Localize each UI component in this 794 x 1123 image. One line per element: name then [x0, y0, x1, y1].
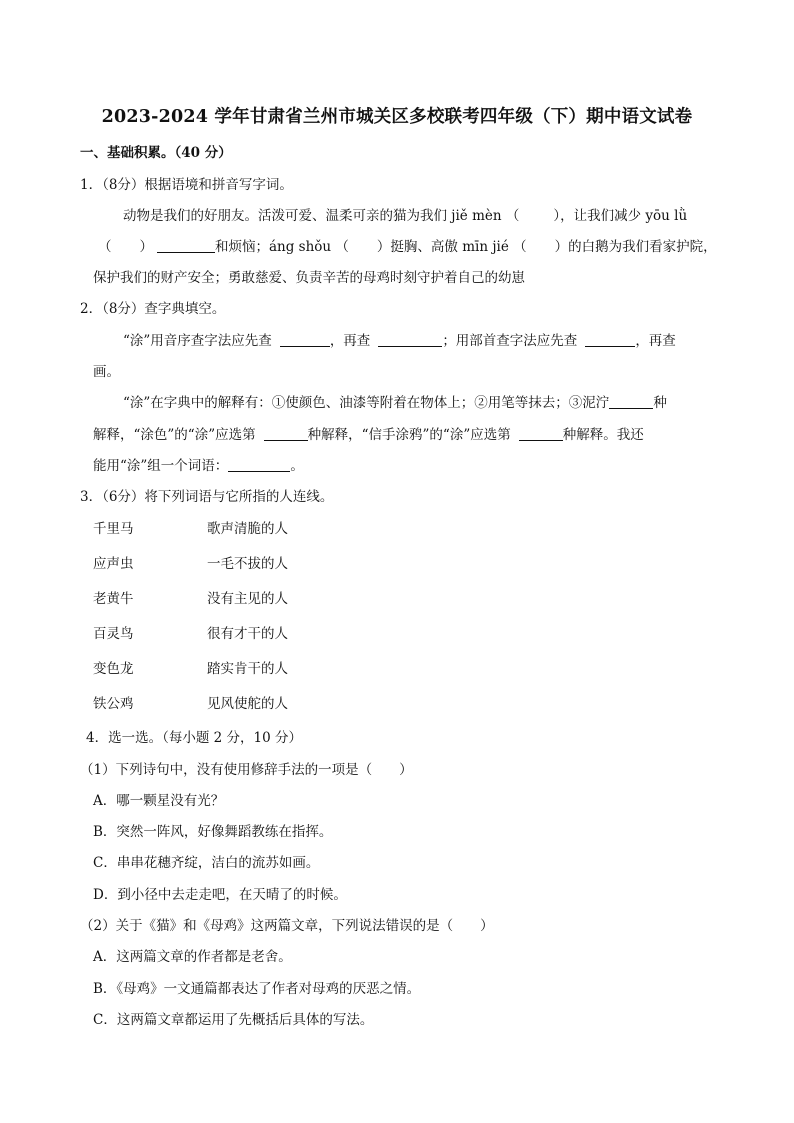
q2-text: ，再查 — [329, 333, 371, 349]
match-right-item[interactable]: 一毛不拔的人 — [207, 556, 288, 572]
q2-text: “涂”在字典中的解释有：①使颜色、油漆等附着在物体上；②用笔等抹去；③泥泞 — [123, 395, 610, 411]
match-right-item[interactable]: 没有主见的人 — [207, 591, 288, 607]
q2-text: 种解释，“信手涂鸦”的“涂”应选第 — [307, 427, 511, 443]
match-right-item[interactable]: 见风使舵的人 — [207, 696, 288, 712]
question-2-line-3 — [123, 394, 667, 412]
question-3-header: 3．（6分）将下列词语与它所指的人连线。 — [80, 489, 334, 505]
match-left-item[interactable]: 应声虫 — [93, 556, 134, 572]
answer-blank[interactable] — [264, 426, 308, 441]
answer-blank[interactable] — [157, 238, 215, 253]
question-2-header: 2．（8分）查字典填空。 — [80, 301, 226, 317]
question-1-line-3: 保护我们的财产安全；勇敢慈爱、负责辛苦的母鸡时刻守护着自己的幼崽 — [93, 270, 525, 286]
question-1-line-1 — [123, 207, 687, 225]
question-2-line-4 — [93, 426, 644, 444]
answer-blank[interactable] — [378, 332, 442, 347]
q1-text: ）挺胸、高傲 mīn jié （ — [376, 239, 527, 255]
q1-text: ）的白鹅为我们看家护院， — [554, 239, 717, 255]
answer-blank[interactable] — [228, 457, 290, 472]
answer-blank[interactable] — [585, 332, 635, 347]
match-right-item[interactable]: 歌声清脆的人 — [207, 521, 288, 537]
match-right-item[interactable]: 踏实肯干的人 — [207, 661, 288, 677]
option-c[interactable]: C．这两篇文章都运用了先概括后具体的写法。 — [93, 1012, 374, 1028]
option-a[interactable]: A．这两篇文章的作者都是老舍。 — [93, 949, 292, 965]
q2-text: ，再查 — [635, 333, 676, 349]
match-left-item[interactable]: 铁公鸡 — [93, 696, 134, 712]
q2-text: 种 — [653, 395, 667, 411]
answer-blank[interactable] — [609, 394, 653, 409]
question-4-header: 4．选一选。（每小题 2 分，10 分） — [86, 730, 302, 746]
match-left-item[interactable]: 老黄牛 — [93, 591, 134, 607]
match-right-item[interactable]: 很有才干的人 — [207, 626, 288, 642]
question-4-sub-1: （1）下列诗句中，没有使用修辞手法的一项是（ ） — [80, 762, 413, 778]
option-b[interactable]: B．《母鸡》一文通篇都表达了作者对母鸡的厌恶之情。 — [93, 981, 421, 997]
question-1-line-2 — [98, 238, 717, 256]
q1-text: 和烦恼；áng shǒu （ — [215, 239, 349, 255]
q1-text: 动物是我们的好朋友。活泼可爱、温柔可亲的猫为我们 jiě mèn （ — [123, 208, 520, 224]
answer-blank[interactable] — [519, 426, 563, 441]
question-1-header: 1．（8分）根据语境和拼音写字词。 — [80, 177, 293, 193]
q2-text: 能用“涂”组一个词语： — [93, 458, 229, 474]
option-c[interactable]: C．串串花穗齐绽，洁白的流苏如画。 — [93, 855, 320, 871]
q2-text: “涂”用音序查字法应先查 — [123, 333, 272, 349]
match-left-item[interactable]: 变色龙 — [93, 661, 134, 677]
option-b[interactable]: B．突然一阵风，好像舞蹈教练在指挥。 — [93, 824, 333, 840]
q1-text: ） — [139, 239, 153, 255]
match-left-item[interactable]: 千里马 — [93, 521, 134, 537]
page-title: 2023-2024 学年甘肃省兰州市城关区多校联考四年级（下）期中语文试卷 — [101, 107, 693, 127]
q1-text: ），让我们减少 yōu lǜ — [553, 208, 688, 224]
question-4-sub-2: （2）关于《猫》和《母鸡》这两篇文章，下列说法错误的是（ ） — [80, 918, 494, 934]
option-d[interactable]: D．到小径中去走走吧，在天晴了的时候。 — [93, 887, 347, 903]
section-heading: 一、基础积累。（40 分） — [80, 145, 232, 161]
q2-text: 解释，“涂色”的“涂”应选第 — [93, 427, 256, 443]
q2-text: ；用部首查字法应先查 — [442, 333, 578, 349]
question-2-line-1 — [123, 332, 676, 350]
q1-text: （ — [98, 239, 112, 255]
q2-text: 。 — [290, 458, 304, 474]
question-2-line-2: 画。 — [93, 364, 120, 380]
option-a[interactable]: A．哪一颗星没有光？ — [93, 793, 225, 809]
answer-blank[interactable] — [280, 332, 330, 347]
match-left-item[interactable]: 百灵鸟 — [93, 626, 134, 642]
question-2-line-5 — [93, 457, 304, 475]
q2-text: 种解释。我还 — [562, 427, 644, 443]
